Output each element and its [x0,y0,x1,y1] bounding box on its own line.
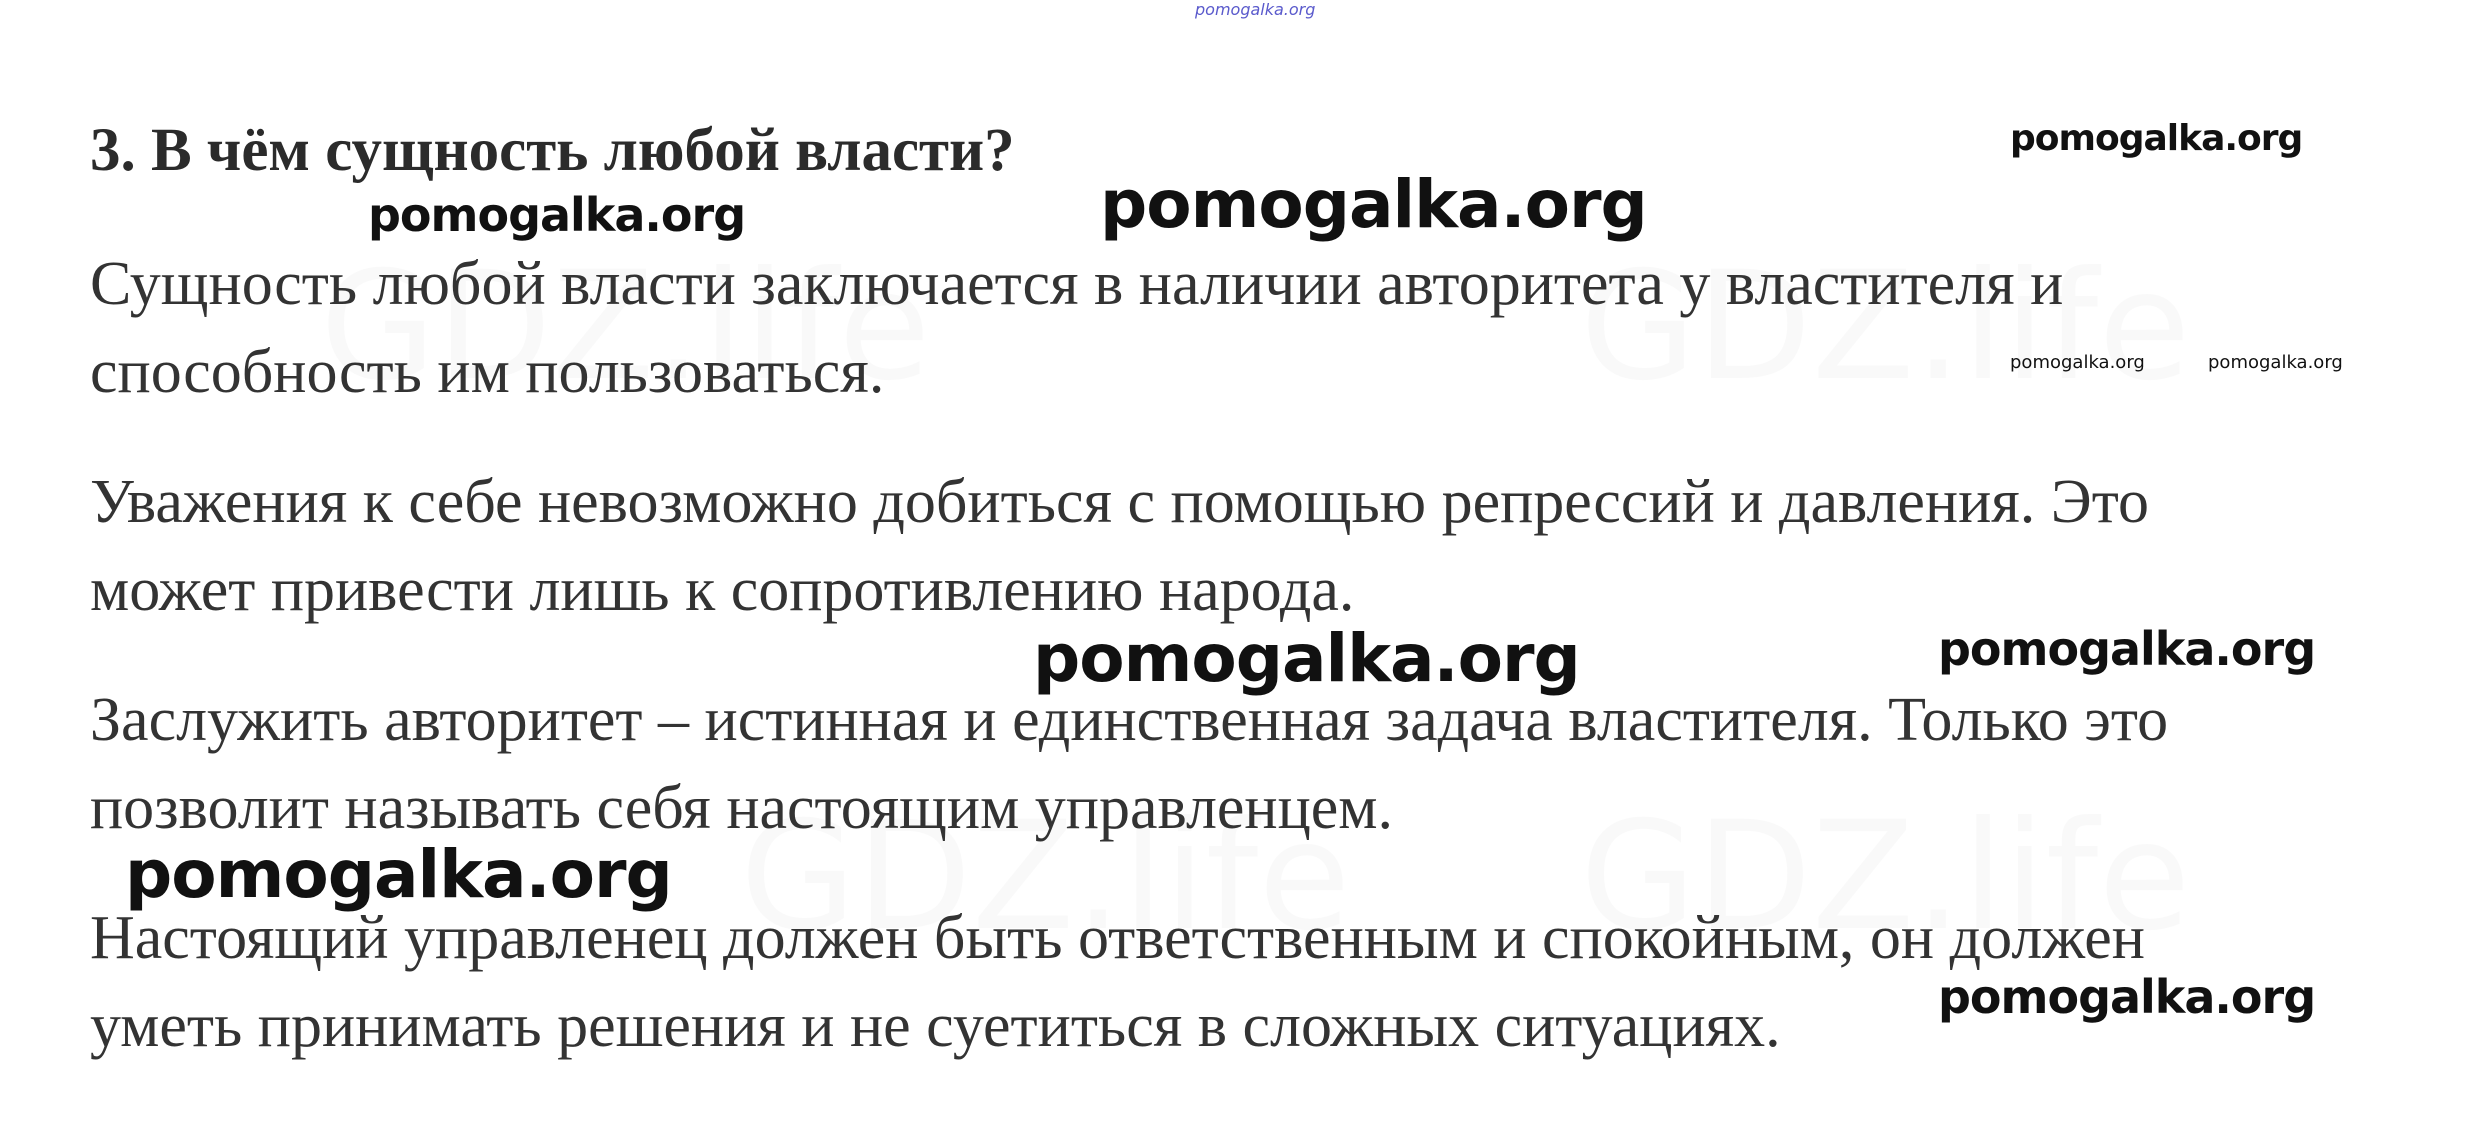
watermark-small-top: pomogalka.org [1195,0,1316,19]
paragraph-line: уметь принимать решения и не суетиться в сложных ситуациях. [90,992,1781,1060]
answer-paragraph-3 [90,676,2168,852]
question-title: 3. В чём сущность любой власти? [90,117,1015,184]
paragraph-line: Сущность любой власти заключается в наличии авторитета у властителя и [90,250,2064,318]
watermark: pomogalka.org [368,188,746,242]
watermark: pomogalka.org [1938,970,2316,1024]
answer-paragraph-1 [90,240,2063,416]
answer-paragraph-2 [90,458,2149,634]
watermark: pomogalka.org [2010,352,2145,373]
paragraph-line: Уважения к себе невозможно добиться с помощью репрессий и давления. Это [90,468,2149,536]
paragraph-line: Настоящий управленец должен быть ответственным и спокойным, он должен [90,904,2145,972]
paragraph-line: может привести лишь к сопротивлению народа. [90,556,1355,624]
paragraph-line: способность им пользоваться. [90,338,885,406]
watermark: pomogalka.org [125,836,672,913]
watermark: pomogalka.org [1033,620,1580,697]
watermark: pomogalka.org [2208,352,2343,373]
paragraph-line: позволит называть себя настоящим управленцем. [90,774,1394,842]
watermark: pomogalka.org [1100,166,1647,243]
paragraph-line: Заслужить авторитет – истинная и единственная задача властителя. Только это [90,686,2169,754]
answer-paragraph-4 [90,894,2145,1070]
watermark: pomogalka.org [1938,622,2316,676]
watermark: pomogalka.org [2010,118,2303,159]
